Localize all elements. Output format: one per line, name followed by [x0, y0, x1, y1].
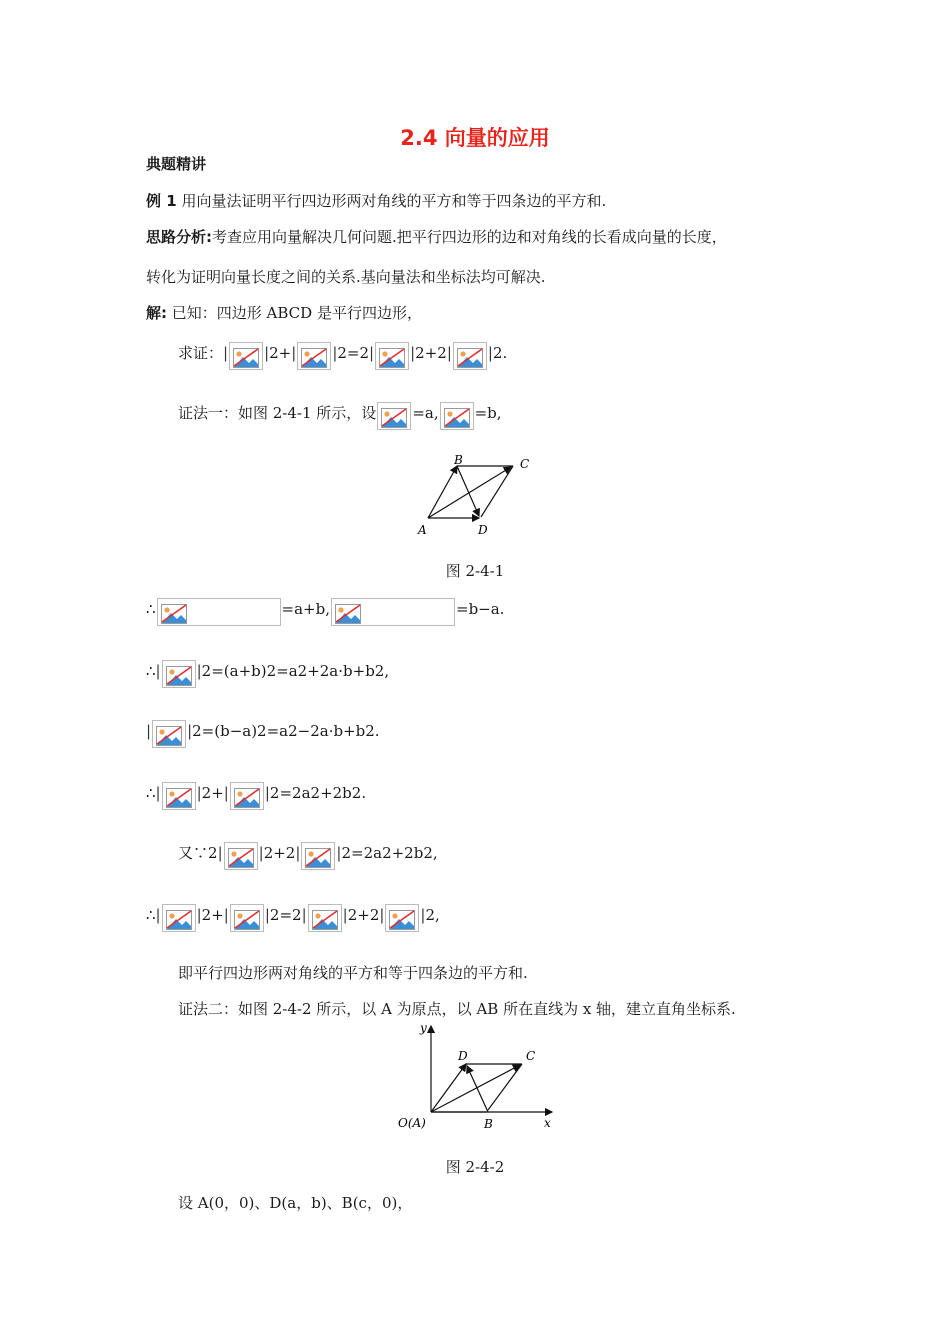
method1-b: =b,	[474, 404, 502, 422]
fig2-label-origin: O(A)	[398, 1116, 426, 1130]
fig1-label-d: D	[478, 523, 488, 537]
broken-image-icon	[377, 402, 411, 430]
broken-image-icon	[331, 598, 455, 626]
step6-p2: 2=2	[269, 906, 302, 924]
figure-2-4-2	[394, 1020, 564, 1135]
method1-prefix: 证法一：如图 2-4-1 所示，设	[178, 404, 377, 422]
broken-image-icon	[440, 402, 474, 430]
analysis-text-1: 考查应用向量解决几何问题.把平行四边形的边和对角线的长看成向量的长度，	[212, 228, 727, 246]
step4-p2: 2=2a2+2b2.	[269, 784, 367, 802]
broken-image-icon	[230, 782, 264, 810]
broken-image-icon	[385, 904, 419, 932]
solution-text: 已知：四边形 ABCD 是平行四边形，	[171, 304, 422, 322]
fig2-label-c: C	[526, 1049, 536, 1063]
step6-p3: 2+2	[347, 906, 380, 924]
step2-text: 2=(a+b)2=a2+2a·b+b2,	[201, 662, 390, 680]
fig2-label-d: D	[458, 1049, 468, 1063]
broken-image-icon	[229, 342, 263, 370]
method1-line	[178, 402, 502, 430]
step1-e1: =a+b,	[281, 600, 330, 618]
fig2-label-b: B	[484, 1117, 493, 1131]
broken-image-icon	[162, 782, 196, 810]
broken-image-icon	[157, 598, 281, 626]
coords-line: 设 A(0，0)、D(a，b)、B(c，0)，	[178, 1194, 413, 1212]
analysis-line-1	[146, 226, 727, 247]
figure-2-caption: 图 2-4-2	[445, 1158, 505, 1176]
therefore-symbol: ∴	[146, 662, 156, 680]
step4-p1: 2+	[201, 784, 224, 802]
example-label: 例 1	[146, 192, 177, 210]
step5-prefix: 2	[208, 844, 218, 862]
because-symbol: 又∵	[178, 844, 209, 862]
therefore-symbol: ∴	[146, 600, 156, 618]
page-title: 2.4 向量的应用	[400, 126, 550, 150]
figure-1-caption: 图 2-4-1	[445, 562, 505, 580]
analysis-line-2: 转化为证明向量长度之间的关系.基向量法和坐标法均可解决.	[146, 268, 546, 286]
method1-a: =a,	[412, 404, 439, 422]
step2-line: ∴| |2=(a+b)2=a2+2a·b+b2,	[146, 660, 389, 688]
fig2-label-y: y	[420, 1021, 427, 1035]
step6-line: ∴| |2+| |2=2| |2+2| |2,	[146, 904, 440, 932]
therefore-symbol: ∴	[146, 906, 156, 924]
prove-part-4: 2.	[492, 344, 508, 362]
method2-line: 证法二：如图 2-4-2 所示，以 A 为原点，以 AB 所在直线为 x 轴，建立直角坐标系.	[178, 1000, 736, 1018]
fig2-label-x: x	[544, 1116, 551, 1130]
broken-image-icon	[162, 904, 196, 932]
step3-text: 2=(b−a)2=a2−2a·b+b2.	[192, 722, 380, 740]
broken-image-icon	[375, 342, 409, 370]
prove-part-1: 2+	[269, 344, 292, 362]
analysis-label: 思路分析:	[146, 228, 212, 246]
fig1-label-b: B	[454, 453, 463, 467]
broken-image-icon	[308, 904, 342, 932]
prove-prefix: 求证：	[178, 344, 224, 362]
broken-image-icon	[453, 342, 487, 370]
figure-2-4-1	[410, 450, 540, 540]
broken-image-icon	[301, 842, 335, 870]
broken-image-icon	[224, 842, 258, 870]
prove-part-3: 2+2	[415, 344, 447, 362]
step1-e2: =b−a.	[456, 600, 505, 618]
solution-label: 解:	[146, 304, 167, 322]
step3-line: | |2=(b−a)2=a2−2a·b+b2.	[146, 720, 380, 748]
step4-line: ∴| |2+| |2=2a2+2b2.	[146, 782, 366, 810]
section-heading: 典题精讲	[146, 155, 207, 173]
broken-image-icon	[152, 720, 186, 748]
example-text: 用向量法证明平行四边形两对角线的平方和等于四条边的平方和.	[181, 192, 607, 210]
therefore-symbol: ∴	[146, 784, 156, 802]
conclusion-line: 即平行四边形两对角线的平方和等于四条边的平方和.	[178, 964, 528, 982]
step5-line: 又∵2| |2+2| |2=2a2+2b2,	[178, 842, 438, 870]
step6-p4: 2,	[425, 906, 440, 924]
step6-p1: 2+	[201, 906, 224, 924]
example-1	[146, 190, 606, 211]
step5-p2: 2=2a2+2b2,	[341, 844, 438, 862]
fig1-label-a: A	[418, 523, 427, 537]
solution-line	[146, 302, 422, 323]
broken-image-icon	[297, 342, 331, 370]
broken-image-icon	[162, 660, 196, 688]
fig1-label-c: C	[520, 457, 530, 471]
prove-part-2: 2=2	[337, 344, 370, 362]
broken-image-icon	[230, 904, 264, 932]
prove-line: 求证：| |2+| |2=2| |2+2| |2.	[178, 342, 507, 370]
step1-line	[146, 598, 504, 626]
step5-p1: 2+2	[263, 844, 296, 862]
